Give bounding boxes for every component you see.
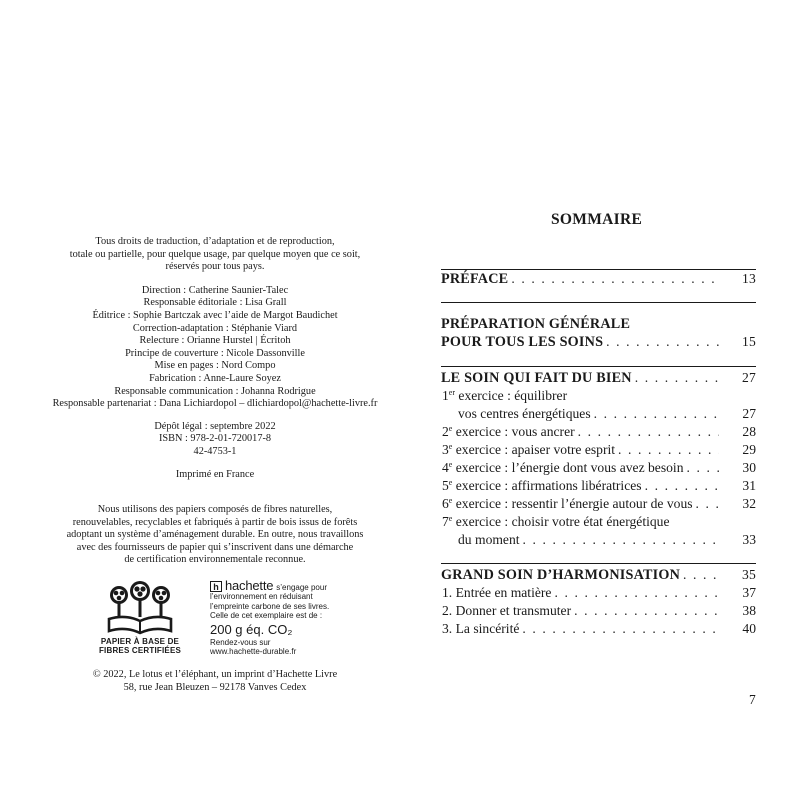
environment-notice <box>30 504 400 567</box>
credit-line: Correction-adaptation : Stéphanie Viard <box>132 322 298 334</box>
eco-logos <box>30 578 400 661</box>
carbon-value: 200 g éq. CO₂ <box>210 621 293 637</box>
hachette-tagline: s’engage pour <box>276 583 327 593</box>
printed-in: Imprimé en France <box>175 468 255 480</box>
toc-entry-label: exercice : équilibrer <box>455 388 568 403</box>
exercise-number: 3 <box>442 442 449 457</box>
toc-section-grand-soin <box>441 563 756 638</box>
credit-line: Mise en pages : Nord Compo <box>154 360 276 372</box>
toc-page-number: 27 <box>742 406 756 421</box>
toc-entry <box>441 270 756 288</box>
dot-leader <box>635 369 719 387</box>
dot-leader <box>687 459 720 477</box>
credit-line: Responsable éditoriale : Lisa Grall <box>143 297 287 309</box>
exercise-number: 4 <box>442 460 449 475</box>
credit-line: Fabrication : Anne-Laure Soyez <box>149 372 281 384</box>
page-number: 7 <box>749 692 756 707</box>
exercise-number: 2 <box>442 424 449 439</box>
rights-line: totale ou partielle, pour quelque usage, par quelque moyen que ce soit, <box>69 248 361 260</box>
hachette-line: l’empreinte carbone de ses livres. <box>210 601 330 611</box>
credit-line: Responsable partenariat : Dana Lichiardopol – dlichiardopol@hachette-livre.fr <box>52 398 378 410</box>
dot-leader <box>511 270 719 288</box>
toc-entry <box>441 584 756 602</box>
environment-line: de certification environnementale reconnue. <box>124 554 306 566</box>
publisher-address: 58, rue Jean Bleuzen – 92178 Vanves Cedex <box>123 681 307 693</box>
toc-entry <box>441 369 756 387</box>
trees-book-icon <box>105 581 175 635</box>
dot-leader <box>578 423 719 441</box>
ordinal-suffix: e <box>448 496 453 505</box>
rights-notice <box>30 236 400 274</box>
dot-leader <box>696 495 719 513</box>
credits <box>30 285 400 411</box>
toc-entry-label: exercice : affirmations libératrices <box>452 478 642 493</box>
toc-page-number: 37 <box>742 585 756 600</box>
toc-entry-label: exercice : l’énergie dont vous avez besoin <box>452 460 684 475</box>
hachette-url: www.hachette-durable.fr <box>210 647 297 657</box>
toc-page-number: 30 <box>742 460 756 475</box>
toc-entry-label: exercice : apaiser votre esprit <box>452 442 616 457</box>
dot-leader <box>522 620 719 638</box>
toc-page-number: 33 <box>742 532 756 547</box>
toc-entry-label: exercice : choisir votre état énergétique <box>452 514 670 529</box>
dot-leader <box>645 477 719 495</box>
hachette-brand: hachette <box>225 578 274 594</box>
toc-entry-label: PRÉPARATION GÉNÉRALE <box>441 316 631 332</box>
toc-entry <box>441 405 756 423</box>
toc-entry <box>441 513 756 531</box>
toc-entry-label: GRAND SOIN D’HARMONISATION <box>441 567 681 583</box>
ordinal-suffix: e <box>448 478 453 487</box>
toc-entry <box>441 423 756 441</box>
copyright-line: © 2022, Le lotus et l’éléphant, un imprint d’Hachette Livre <box>92 669 338 681</box>
toc-entry-label: 3. La sincérité <box>442 621 520 636</box>
dot-leader <box>523 531 719 549</box>
toc-entry-label: du moment <box>458 532 520 547</box>
dot-leader <box>618 441 719 459</box>
dot-leader <box>574 602 719 620</box>
toc-page-number: 13 <box>742 271 756 286</box>
dot-leader <box>594 405 719 423</box>
toc-entry-label: vos centres énergétiques <box>458 406 591 421</box>
toc-entry <box>441 566 756 584</box>
ordinal-suffix: e <box>448 514 453 523</box>
hachette-line: Rendez-vous sur <box>210 637 271 647</box>
environment-line: Nous utilisons des papiers composés de fibres naturelles, <box>97 504 333 516</box>
toc-entry <box>441 459 756 477</box>
hachette-line: Celle de cet exemplaire est de : <box>210 611 323 621</box>
hachette-carbon-notice <box>210 578 380 657</box>
toc-entry <box>441 602 756 620</box>
environment-line: avec des fournisseurs de papier qui s’inscrivent dans une démarche <box>76 541 354 553</box>
toc-section-soin <box>441 366 756 549</box>
toc-entry <box>441 531 756 549</box>
toc-page-number: 38 <box>742 603 756 618</box>
toc-entry-label: 1. Entrée en matière <box>442 585 552 600</box>
toc-title: SOMMAIRE <box>551 211 643 228</box>
toc-entry <box>441 387 756 405</box>
exercise-number: 1 <box>442 388 449 403</box>
toc-entry-label: LE SOIN QUI FAIT DU BIEN <box>441 370 632 386</box>
rights-line: réservés pour tous pays. <box>165 261 265 273</box>
credit-line: Relecture : Orianne Hurstel | Écritoh <box>139 335 291 347</box>
toc-page-number: 32 <box>742 496 756 511</box>
toc-entry <box>441 315 756 333</box>
toc-entry-label: exercice : ressentir l’énergie autour de vous <box>452 496 693 511</box>
credit-line: Responsable communication : Johanna Rodrigue <box>114 385 316 397</box>
toc-page-number: 31 <box>742 478 756 493</box>
dot-leader <box>683 566 719 584</box>
exercise-number: 6 <box>442 496 449 511</box>
toc-entry-label: POUR TOUS LES SOINS <box>441 334 604 350</box>
dot-leader <box>606 333 719 351</box>
toc-entry-label: PRÉFACE <box>441 271 509 287</box>
toc-page-number: 28 <box>742 424 756 439</box>
environment-line: adoptant un système d’aménagement durable. En outre, nous travaillons <box>66 529 364 541</box>
ordinal-suffix: er <box>448 388 456 397</box>
ordinal-suffix: e <box>448 442 453 451</box>
toc-section-preparation <box>441 302 756 351</box>
toc-entry <box>441 477 756 495</box>
logo-caption: PAPIER À BASE DE <box>100 637 180 647</box>
ordinal-suffix: e <box>448 460 453 469</box>
copyright <box>30 669 400 694</box>
toc-page-number: 29 <box>742 442 756 457</box>
rights-line: Tous droits de traduction, d’adaptation et de reproduction, <box>95 236 335 247</box>
toc-page-number: 15 <box>742 334 756 349</box>
toc-entry-label: 2. Donner et transmuter <box>442 603 572 618</box>
certified-fibers-logo <box>90 581 190 655</box>
credit-line: Éditrice : Sophie Bartczak avec l’aide de Margot Baudichet <box>92 309 338 321</box>
environment-line: renouvelables, recyclables et fabriqués à partir de bois issus de forêts <box>72 516 358 528</box>
exercise-number: 5 <box>442 478 449 493</box>
hachette-line: l’environnement en réduisant <box>210 592 313 602</box>
toc-entry <box>441 333 756 351</box>
toc-page-number: 40 <box>742 621 756 636</box>
toc-entry <box>441 620 756 638</box>
logo-caption: FIBRES CERTIFIÉES <box>98 646 182 656</box>
toc-entry <box>441 495 756 513</box>
colophon <box>30 236 400 694</box>
ordinal-suffix: e <box>448 424 453 433</box>
credit-line: Direction : Catherine Saunier-Talec <box>141 284 289 296</box>
isbn: ISBN : 978-2-01-720017-8 <box>158 433 272 445</box>
dot-leader <box>554 584 719 602</box>
toc-entry-label: exercice : vous ancrer <box>452 424 575 439</box>
toc-entry <box>441 441 756 459</box>
legal-deposit <box>30 421 400 459</box>
toc-page-number: 27 <box>742 370 756 385</box>
credit-line: Principe de couverture : Nicole Dassonville <box>125 347 305 359</box>
legal-line: 42-4753-1 <box>193 445 237 457</box>
table-of-contents <box>441 269 756 638</box>
toc-page-number: 35 <box>742 567 756 582</box>
exercise-number: 7 <box>442 514 449 529</box>
hachette-logo-icon: h <box>210 581 222 592</box>
toc-section-preface <box>441 269 756 288</box>
legal-line: Dépôt légal : septembre 2022 <box>154 420 276 432</box>
